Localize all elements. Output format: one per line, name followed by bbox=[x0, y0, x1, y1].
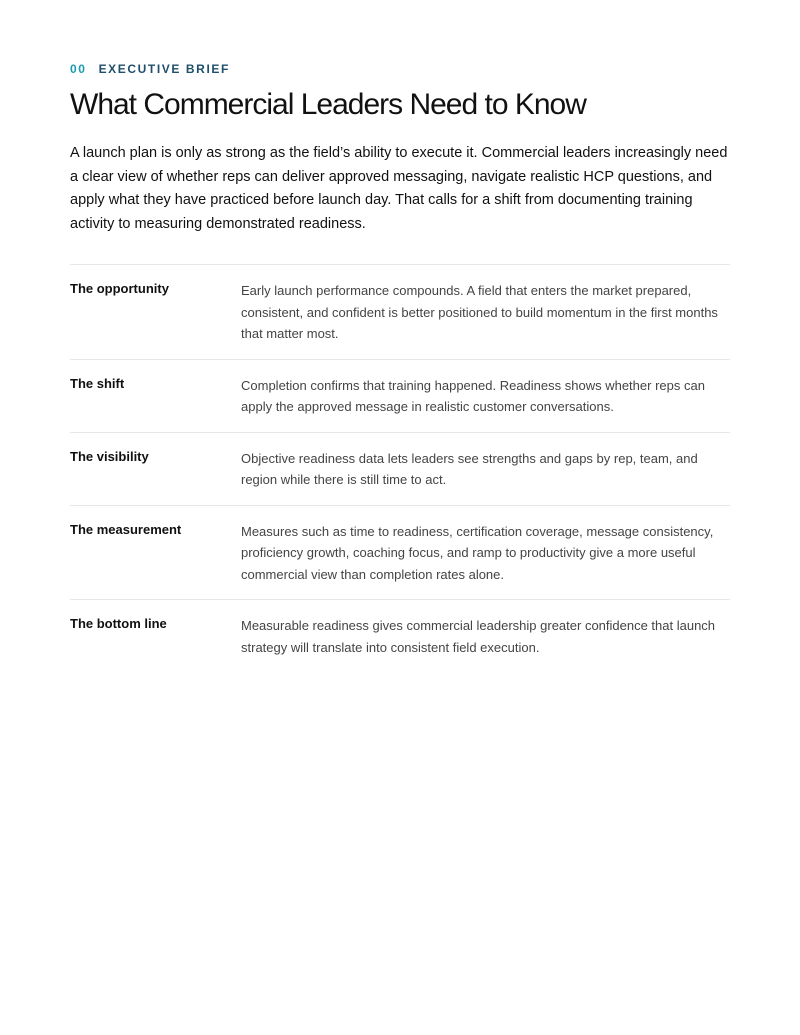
row-text: Objective readiness data lets leaders see strengths and gaps by rep, team, and region while there is still time to act. bbox=[241, 450, 698, 487]
brief-row-shift bbox=[70, 359, 730, 432]
row-text: Measures such as time to readiness, certification coverage, message consistency, proficiency growth, coaching focus, and ramp to productivity give a more useful commercial view than completion rates alone. bbox=[241, 523, 714, 582]
brief-row-measurement bbox=[70, 505, 730, 600]
page-title: What Commercial Leaders Need to Know bbox=[70, 88, 586, 121]
brief-row-bottom-line bbox=[70, 599, 730, 672]
section-label: EXECUTIVE BRIEF bbox=[98, 62, 230, 76]
brief-table bbox=[70, 264, 730, 672]
row-text: Early launch performance compounds. A field that enters the market prepared, consistent, and confident is better positioned to build momentum in the first months that matter most. bbox=[241, 283, 718, 341]
row-label: The bottom line bbox=[70, 616, 167, 631]
row-label: The measurement bbox=[70, 521, 182, 537]
row-label: The visibility bbox=[70, 448, 149, 464]
section-eyebrow bbox=[70, 62, 230, 76]
brief-row-opportunity bbox=[70, 264, 730, 359]
intro-paragraph: A launch plan is only as strong as the field’s ability to execute it. Commercial leaders increasingly need a clear view of whether reps can deliver approved messaging, navigate realistic HCP questions, and apply what they have practiced before launch day. That calls for a shift from documenting training activity to measuring demonstrated readiness. bbox=[70, 145, 728, 232]
brief-row-visibility bbox=[70, 432, 730, 505]
row-text: Measurable readiness gives commercial leadership greater confidence that launch strategy will translate into consistent field execution. bbox=[241, 618, 716, 655]
row-label: The opportunity bbox=[70, 281, 169, 296]
row-label: The shift bbox=[70, 375, 125, 391]
row-text: Completion confirms that training happened. Readiness shows whether reps can apply the approved message in realistic customer conversations. bbox=[241, 377, 705, 414]
section-number: 00 bbox=[70, 62, 87, 76]
